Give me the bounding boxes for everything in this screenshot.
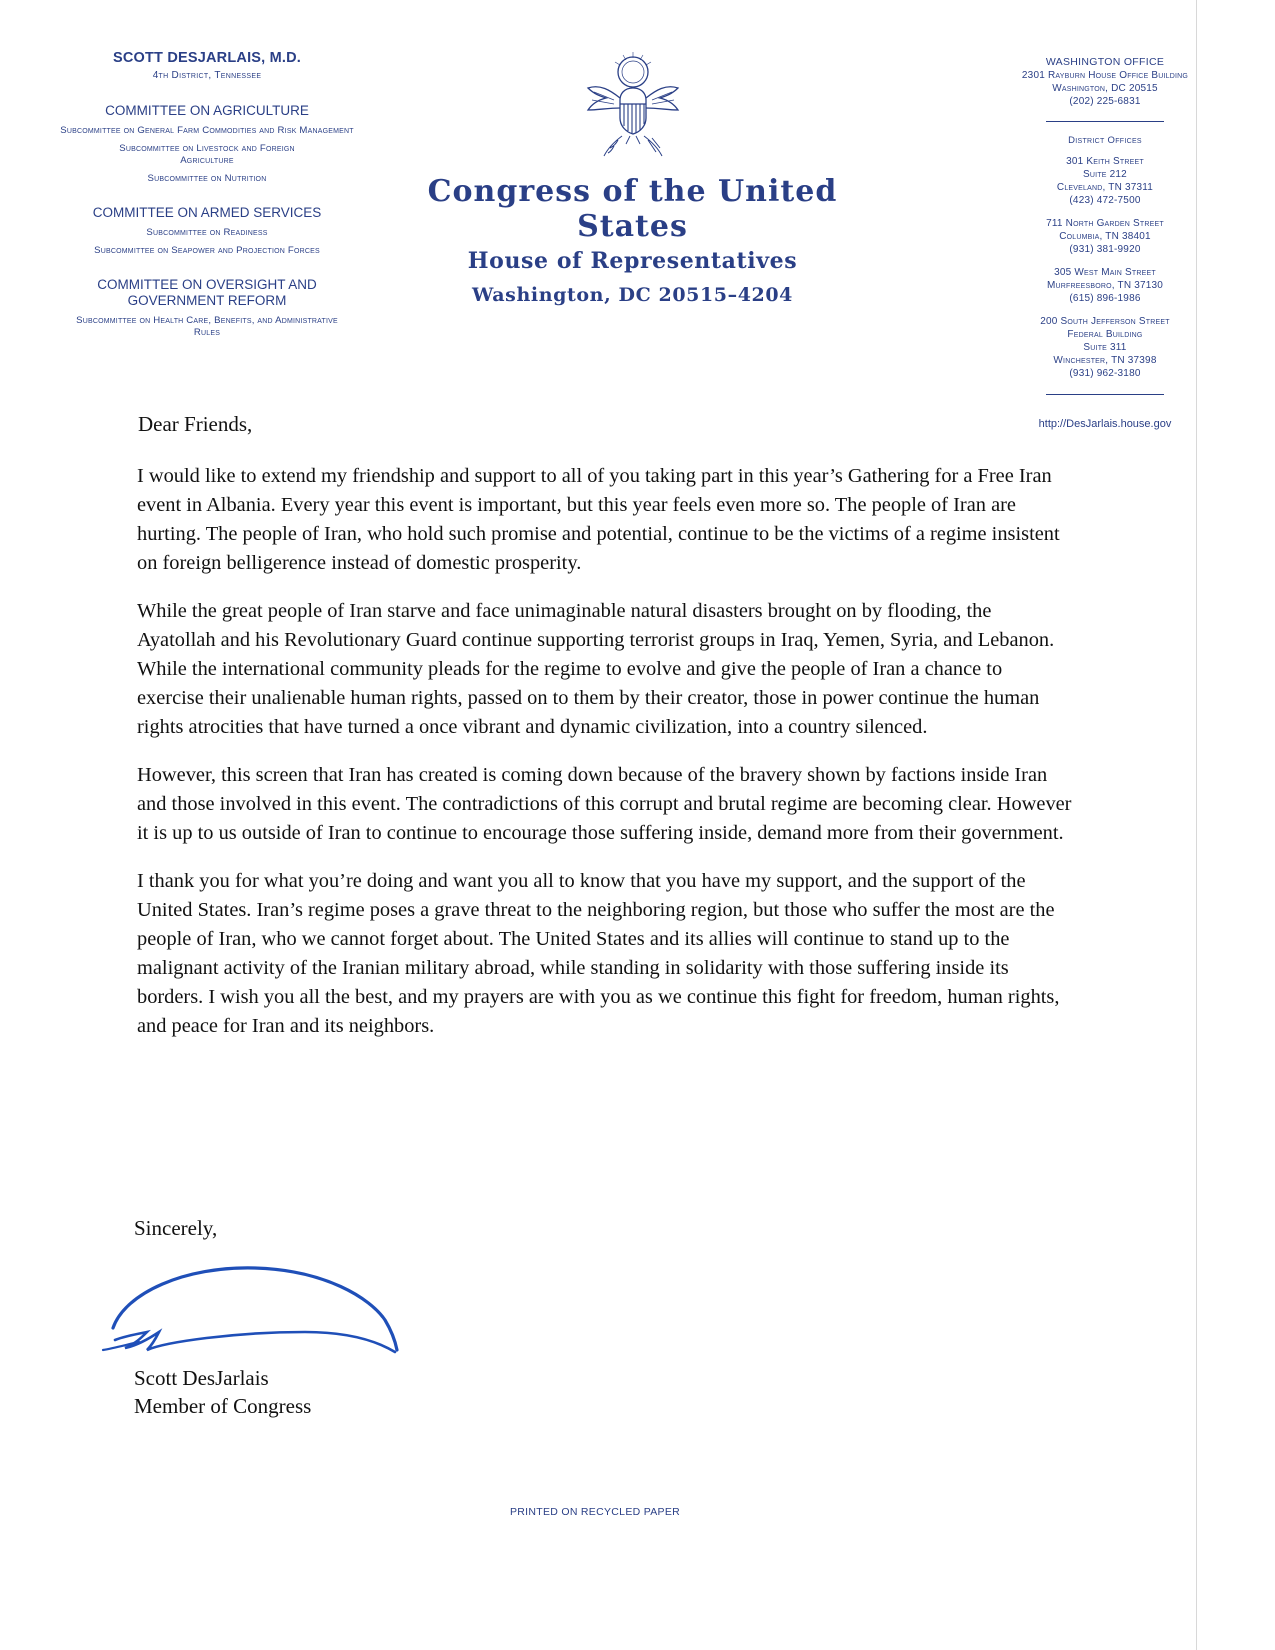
subcommittee: Subcommittee on Livestock and Foreign Agriculture xyxy=(119,143,295,166)
footer-note: PRINTED ON RECYCLED PAPER xyxy=(509,1506,681,1518)
subcommittee: Subcommittee on Seapower and Projection Forces xyxy=(94,245,320,256)
subcommittee: Subcommittee on Health Care, Benefits, and Administrative Rules xyxy=(76,315,338,338)
body-paragraph: I thank you for what you’re doing and want you all to know that you have my support, and the support of the United States. Iran’s regime poses a grave threat to the neighboring region, but those who suffer the most are the people of Iran, who we cannot forget about. The United States and its allies will continue to stand up to the malignant activity of the Iranian military abroad, while standing in solidarity with those suffering inside its borders. I wish you all the best, and my prayers are with you as we continue this fight for freedom, human rights, and peace for Iran and its neighbors. xyxy=(137,870,1060,1037)
subcommittee: Subcommittee on General Farm Commodities and Risk Management xyxy=(60,125,354,136)
body-paragraph: I would like to extend my friendship and support to all of you taking part in this year’s Gathering for a Free Iran event in Albania. Every year this event is important, but this year feels even more so. The people of Iran are hurting. The people of Iran, who hold such promise and potential, continue to be the victims of a regime insistent on foreign belligerence instead of domestic prosperity. xyxy=(137,465,1060,574)
signer-name: Scott DesJarlais xyxy=(134,1366,269,1390)
member-district: 4th District, Tennessee xyxy=(152,70,262,81)
body-paragraph: While the great people of Iran starve and face unimaginable natural disasters brought on by flooding, the Ayatollah and his Revolutionary Guard continue supporting terrorist groups in Iraq, Yemen, Syria, and Lebanon. While the international community pleads for the regime to evolve and give the people of Iran a chance to exercise their unalienable human rights, passed on to them by their creator, those in power continue the human rights atrocities that have turned a once vibrant and dynamic civilization, into a country silenced. xyxy=(137,600,1055,738)
signer-title: Member of Congress xyxy=(134,1394,312,1418)
address-line: 711 North Garden Street xyxy=(1046,218,1164,229)
closing: Sincerely, xyxy=(134,1216,218,1240)
address-line: Suite 212 xyxy=(1083,169,1127,180)
letterhead-congress: Congress of the United States xyxy=(427,174,838,244)
address-line: (931) 962-3180 xyxy=(1069,368,1141,379)
district-offices-header: District Offices xyxy=(1068,135,1142,146)
letter-body xyxy=(137,462,1072,1060)
signature-image xyxy=(95,1258,415,1368)
address-line: 200 South Jefferson Street xyxy=(1040,316,1170,327)
address-line: Federal Building xyxy=(1067,329,1143,340)
address-line: Columbia, TN 38401 xyxy=(1059,231,1151,242)
committee-name: COMMITTEE ON AGRICULTURE xyxy=(105,103,309,118)
website-link[interactable]: http://DesJarlais.house.gov xyxy=(1038,418,1172,430)
divider xyxy=(1046,121,1164,122)
address-line: Cleveland, TN 37311 xyxy=(1056,182,1154,193)
great-seal-eagle-icon xyxy=(574,52,692,160)
committee-block xyxy=(52,277,362,339)
address-line: Murfreesboro, TN 37130 xyxy=(1046,280,1164,291)
address-line: Washington, DC 20515 xyxy=(1052,83,1158,94)
signature-block xyxy=(134,1364,311,1420)
address-line: (202) 225-6831 xyxy=(1069,96,1141,107)
page-edge xyxy=(1196,0,1197,1650)
address-line: (615) 896-1986 xyxy=(1069,293,1141,304)
subcommittee: Subcommittee on Readiness xyxy=(146,227,268,238)
address-line: 301 Keith Street xyxy=(1066,156,1144,167)
address-line: (931) 381-9920 xyxy=(1069,244,1141,255)
letterhead-address: Washington, DC 20515–4204 xyxy=(471,284,793,306)
divider xyxy=(1046,394,1164,395)
address-line: Winchester, TN 37398 xyxy=(1053,355,1157,366)
address-line: Suite 311 xyxy=(1083,342,1127,353)
washington-office-header: WASHINGTON OFFICE xyxy=(1045,56,1165,68)
member-name: SCOTT DESJARLAIS, M.D. xyxy=(112,50,302,66)
member-info-column xyxy=(52,50,362,339)
subcommittee: Subcommittee on Nutrition xyxy=(147,173,267,184)
letterhead xyxy=(370,52,895,306)
committee-name: COMMITTEE ON OVERSIGHT AND GOVERNMENT REFORM xyxy=(97,277,317,308)
committee-block xyxy=(52,103,362,185)
committee-name: COMMITTEE ON ARMED SERVICES xyxy=(92,205,322,220)
salutation: Dear Friends, xyxy=(138,412,253,436)
letterhead-house: House of Representatives xyxy=(467,248,798,274)
committee-block xyxy=(52,205,362,257)
address-line: (423) 472-7500 xyxy=(1069,195,1141,206)
address-line: 2301 Rayburn House Office Building xyxy=(1021,70,1189,81)
body-paragraph: However, this screen that Iran has created is coming down because of the bravery shown by factions inside Iran and those involved in this event. The contradictions of this corrupt and brutal regime are becoming clear. However it is up to us outside of Iran to continue to encourage those suffering inside, demand more from their government. xyxy=(137,764,1072,844)
address-line: 305 West Main Street xyxy=(1054,267,1156,278)
